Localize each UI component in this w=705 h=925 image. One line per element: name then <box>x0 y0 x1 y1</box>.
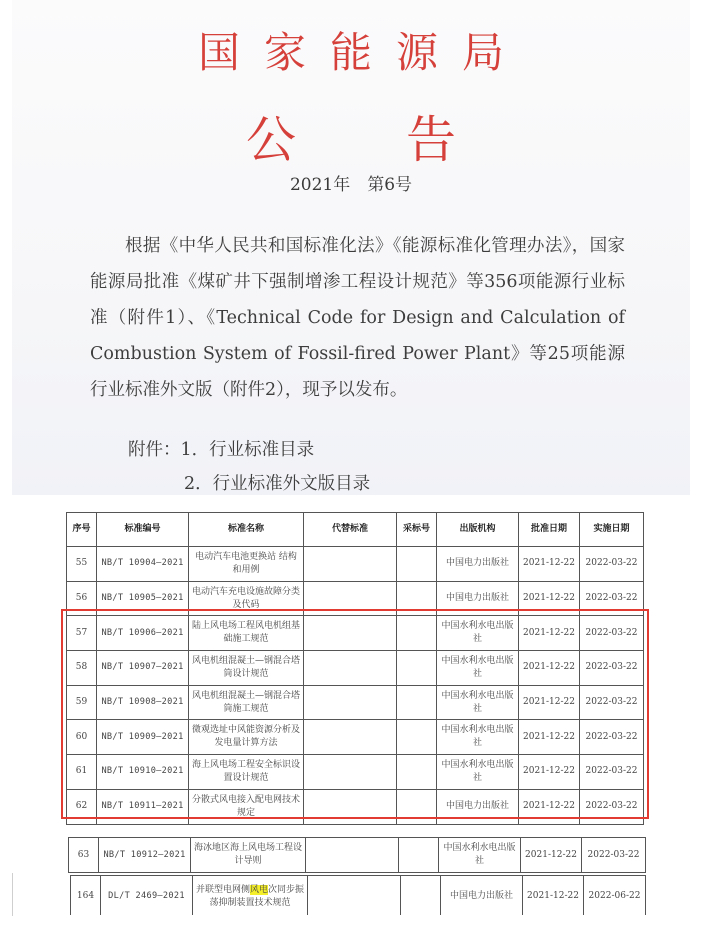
cell-approved: 2021-12-22 <box>519 547 580 582</box>
table-row <box>67 581 644 616</box>
header-cell: 批准日期 <box>519 513 580 547</box>
cell-adopted <box>397 755 437 790</box>
cell-adopted <box>397 616 437 651</box>
cell-publisher: 中国水利水电出版社 <box>439 838 521 873</box>
cell-replaces <box>304 616 397 651</box>
cell-effective: 2022-06-22 <box>584 876 646 916</box>
issuer-title: 国家能源局 <box>197 28 528 77</box>
cell-effective: 2022-03-22 <box>580 720 644 755</box>
cell-publisher: 中国电力出版社 <box>441 876 523 916</box>
cell-replaces <box>304 685 397 720</box>
cell-code: DL/T 2469—2021 <box>101 876 193 916</box>
cell-publisher: 中国水利水电出版社 <box>437 685 519 720</box>
cell-effective: 2022-03-22 <box>580 685 644 720</box>
cell-code: NB/T 10911—2021 <box>97 789 189 824</box>
header-cell: 实施日期 <box>580 513 644 547</box>
cell-replaces <box>304 720 397 755</box>
cell-approved: 2021-12-22 <box>519 789 580 824</box>
cell-no: 58 <box>67 651 97 686</box>
cell-replaces <box>308 876 401 916</box>
cell-no: 56 <box>67 581 97 616</box>
standards-table-fragment-clip <box>66 873 651 915</box>
cell-code: NB/T 10912—2021 <box>99 838 191 873</box>
table-row <box>69 838 646 873</box>
header-cell: 代替标准 <box>304 513 397 547</box>
table-row <box>67 755 644 790</box>
standards-table-fragment <box>70 875 646 915</box>
cell-publisher: 中国水利水电出版社 <box>437 755 519 790</box>
cell-name: 分散式风电接入配电网技术规定 <box>189 789 304 824</box>
cell-effective: 2022-03-22 <box>580 616 644 651</box>
cell-adopted <box>397 789 437 824</box>
cell-publisher: 中国电力出版社 <box>437 581 519 616</box>
cell-approved: 2021-12-22 <box>523 876 584 916</box>
cell-no: 55 <box>67 547 97 582</box>
cell-code: NB/T 10905—2021 <box>97 581 189 616</box>
cell-publisher: 中国水利水电出版社 <box>437 616 519 651</box>
cell-adopted <box>397 547 437 582</box>
announcement-body <box>90 228 625 408</box>
cell-replaces <box>304 651 397 686</box>
cell-no: 59 <box>67 685 97 720</box>
cell-adopted <box>397 720 437 755</box>
divider <box>12 873 13 916</box>
cell-effective: 2022-03-22 <box>580 581 644 616</box>
cell-effective: 2022-03-22 <box>580 547 644 582</box>
table-row <box>67 547 644 582</box>
cell-approved: 2021-12-22 <box>521 838 582 873</box>
cell-effective: 2022-03-22 <box>580 789 644 824</box>
standards-table <box>66 512 644 825</box>
header-cell: 出版机构 <box>437 513 519 547</box>
cell-publisher: 中国电力出版社 <box>437 547 519 582</box>
header-cell: 序号 <box>67 513 97 547</box>
cell-publisher: 中国电力出版社 <box>437 789 519 824</box>
cell-adopted <box>397 581 437 616</box>
cell-name: 海上风电场工程安全标识设置设计规范 <box>189 755 304 790</box>
cell-no: 61 <box>67 755 97 790</box>
cell-name: 风电机组混凝土—钢混合塔筒设计规范 <box>189 651 304 686</box>
cell-name: 海冰地区海上风电场工程设计导则 <box>191 838 306 873</box>
cell-name: 电动汽车电池更换站 结构和用例 <box>189 547 304 582</box>
cell-publisher: 中国水利水电出版社 <box>437 651 519 686</box>
table-row <box>67 685 644 720</box>
cell-effective: 2022-03-22 <box>580 755 644 790</box>
cell-approved: 2021-12-22 <box>519 685 580 720</box>
cell-no: 62 <box>67 789 97 824</box>
cell-code: NB/T 10910—2021 <box>97 755 189 790</box>
cell-approved: 2021-12-22 <box>519 720 580 755</box>
cell-approved: 2021-12-22 <box>519 651 580 686</box>
cell-approved: 2021-12-22 <box>519 581 580 616</box>
cell-name: 微观选址中风能资源分析及发电量计算方法 <box>189 720 304 755</box>
cell-approved: 2021-12-22 <box>519 616 580 651</box>
cell-adopted <box>397 685 437 720</box>
cell-replaces <box>306 838 399 873</box>
table-header-row <box>67 513 644 547</box>
cell-code: NB/T 10904—2021 <box>97 547 189 582</box>
standards-table-fragment <box>68 837 646 873</box>
announcement-scan <box>12 0 690 495</box>
header-cell: 标准编号 <box>97 513 189 547</box>
table-row <box>67 616 644 651</box>
table-row <box>71 876 646 916</box>
header-cell: 标准名称 <box>189 513 304 547</box>
cell-no: 60 <box>67 720 97 755</box>
cell-replaces <box>304 789 397 824</box>
cell-name <box>193 876 308 916</box>
cell-code: NB/T 10906—2021 <box>97 616 189 651</box>
cell-no: 164 <box>71 876 101 916</box>
notice-title: 公告 <box>246 111 566 169</box>
cell-name: 电动汽车充电设施故障分类及代码 <box>189 581 304 616</box>
table-row <box>67 651 644 686</box>
cell-code: NB/T 10908—2021 <box>97 685 189 720</box>
cell-replaces <box>304 581 397 616</box>
cell-name: 陆上风电场工程风电机组基础施工规范 <box>189 616 304 651</box>
cell-adopted <box>399 838 439 873</box>
cell-code: NB/T 10907—2021 <box>97 651 189 686</box>
highlighted-term: 风电 <box>249 884 268 895</box>
name-text: 次同步振荡抑制装置技术规范 <box>209 884 305 908</box>
attachment-item: 1．行业标准目录 <box>180 440 315 460</box>
name-text: 并联型电网侧 <box>195 884 250 895</box>
cell-publisher: 中国水利水电出版社 <box>437 720 519 755</box>
cell-adopted <box>397 651 437 686</box>
issue-number: 2021年 第6号 <box>289 175 413 195</box>
attachments-list <box>128 433 370 501</box>
attachment-item: 2．行业标准外文版目录 <box>184 474 371 494</box>
cell-effective: 2022-03-22 <box>580 651 644 686</box>
cell-adopted <box>401 876 441 916</box>
announcement-paragraph: 根据《中华人民共和国标准化法》《能源标准化管理办法》，国家能源局批准《煤矿井下强制增渗工程设计规范》等356项能源行业标准（附件1）、《Technical Code for Design and Calculation of Combustion System of Fossil-fired Power Plant》等25项能源行业标准外文版（附件2），现予以发布。 <box>90 236 625 400</box>
cell-approved: 2021-12-22 <box>519 755 580 790</box>
header-cell: 采标号 <box>397 513 437 547</box>
table-row <box>67 720 644 755</box>
cell-no: 63 <box>69 838 99 873</box>
cell-replaces <box>304 547 397 582</box>
cell-no: 57 <box>67 616 97 651</box>
attachments-label: 附件： <box>128 440 181 460</box>
cell-name: 风电机组混凝土—钢混合塔筒施工规范 <box>189 685 304 720</box>
table-row <box>67 789 644 824</box>
cell-effective: 2022-03-22 <box>582 838 646 873</box>
cell-replaces <box>304 755 397 790</box>
cell-code: NB/T 10909—2021 <box>97 720 189 755</box>
